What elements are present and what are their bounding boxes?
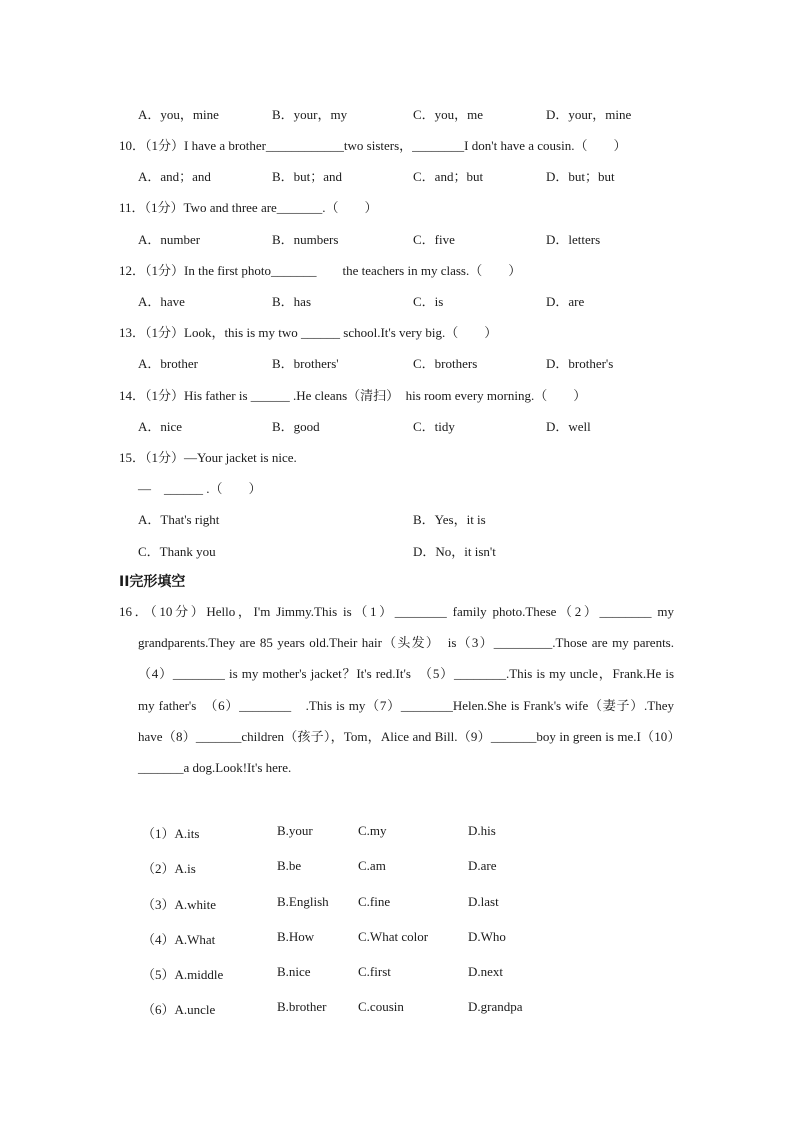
choice-d: D.next — [468, 964, 504, 979]
choice-c: C.cousin — [358, 999, 404, 1014]
option-c: C．Thank you — [138, 544, 216, 559]
choice-a: （2）A.is — [142, 861, 196, 876]
option-d: D．but；but — [546, 169, 615, 184]
choice-c: C.am — [358, 858, 386, 873]
choice-c: C.my — [358, 823, 387, 838]
q14-stem: 14．（1分）His father is ______ .He cleans（清扫） his room every morning.（ ） — [119, 388, 587, 403]
option-c: C．you，me — [413, 107, 484, 122]
option-d: D．are — [546, 294, 585, 309]
option-b: B．Yes，it is — [413, 512, 486, 527]
option-c: C．five — [413, 232, 455, 247]
q13-stem: 13．（1分）Look，this is my two ______ school.It's very big.（ ） — [119, 325, 498, 340]
q15-response-line: — ______ .（ ） — [138, 481, 262, 496]
option-b: B．numbers — [272, 232, 339, 247]
option-a: A．number — [138, 232, 201, 247]
choice-d: D.Who — [468, 929, 506, 944]
q15-stem: 15．（1分）—Your jacket is nice. — [119, 450, 297, 465]
choice-a: （3）A.white — [142, 897, 217, 912]
option-a: A．That's right — [138, 512, 220, 527]
choice-b: B.English — [277, 894, 329, 909]
option-d: D．your，mine — [546, 107, 632, 122]
option-b: B．good — [272, 419, 320, 434]
option-d: D．letters — [546, 232, 601, 247]
option-d: D．well — [546, 419, 591, 434]
choice-a: （5）A.middle — [142, 967, 224, 982]
choice-c: C.first — [358, 964, 391, 979]
q11-stem: 11．（1分）Two and three are_______.（ ） — [119, 200, 378, 215]
option-b: B．your，my — [272, 107, 348, 122]
choice-a: （1）A.its — [142, 826, 200, 841]
choice-b: B.be — [277, 858, 302, 873]
choice-a: （6）A.uncle — [142, 1002, 216, 1017]
option-c: C．is — [413, 294, 444, 309]
choice-d: D.last — [468, 894, 499, 909]
choice-d: D.are — [468, 858, 497, 873]
option-b: B．brothers' — [272, 356, 339, 371]
choice-b: B.nice — [277, 964, 311, 979]
choice-b: B.brother — [277, 999, 327, 1014]
option-b: B．but；and — [272, 169, 343, 184]
choice-b: B.your — [277, 823, 313, 838]
section-title: II完形填空 — [119, 574, 186, 590]
option-a: A．nice — [138, 419, 183, 434]
choice-b: B.How — [277, 929, 315, 944]
option-a: A．you，mine — [138, 107, 219, 122]
q10-stem: 10．（1分）I have a brother____________two sisters，________I don't have a cousin.（ ） — [119, 138, 627, 153]
option-c: C．tidy — [413, 419, 455, 434]
option-c: C．and；but — [413, 169, 484, 184]
q16-passage: 16．（10分）Hello，I'm Jimmy.This is（1）________ family photo.These（2）________ my grandparents.They are 85 years old.Their hair（头发） is（3）_________.Those are my parents.（4）________ is my mother's jacket？It's red.It's （5）________.This is my uncle，Frank.He is my father's （6）________ .This is my（7）________Helen.She is Frank's wife（妻子）.They have（8）_______children（孩子），Tom，Alice and Bill.（9）_______boy in green is me.I（10）_______a dog.Look!It's here. — [119, 604, 674, 776]
option-d: D．No，it isn't — [413, 544, 496, 559]
q12-stem: 12．（1分）In the first photo_______ the teachers in my class.（ ） — [119, 263, 522, 278]
choice-c: C.What color — [358, 929, 429, 944]
option-a: A．and；and — [138, 169, 211, 184]
choice-d: D.grandpa — [468, 999, 523, 1014]
choice-a: （4）A.What — [142, 932, 216, 947]
choice-d: D.his — [468, 823, 496, 838]
option-b: B．has — [272, 294, 312, 309]
option-d: D．brother's — [546, 356, 614, 371]
option-c: C．brothers — [413, 356, 478, 371]
option-a: A．brother — [138, 356, 198, 371]
option-a: A．have — [138, 294, 185, 309]
choice-c: C.fine — [358, 894, 391, 909]
